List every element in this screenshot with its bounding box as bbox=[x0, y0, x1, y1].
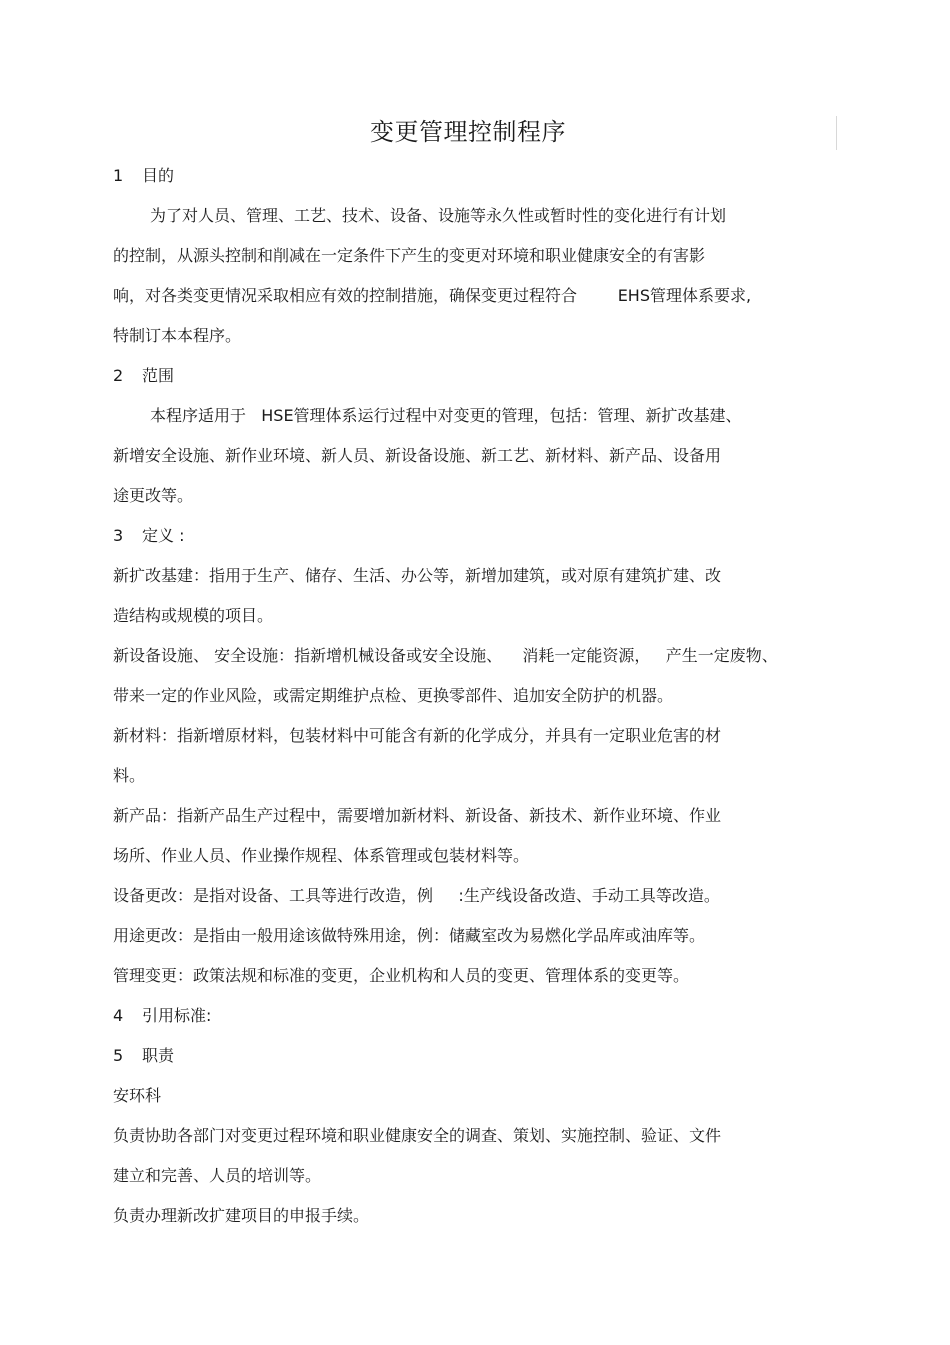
purpose-line: 响，对各类变更情况采取相应有效的控制措施，确保变更过程符合 EHS管理体系要求, bbox=[113, 286, 752, 305]
definition-line: 用途更改：是指由一般用途该做特殊用途，例：储藏室改为易燃化学品库或油库等。 bbox=[113, 926, 706, 945]
definition-line: 造结构或规模的项目。 bbox=[113, 606, 274, 625]
section-number: 4 bbox=[113, 1006, 124, 1025]
responsibility-line: 建立和完善、人员的培训等。 bbox=[113, 1166, 322, 1185]
section-heading-definitions bbox=[113, 524, 184, 548]
definition-line: 新扩改基建：指用于生产、储存、生活、办公等，新增加建筑，或对原有建筑扩建、改 bbox=[113, 566, 722, 585]
department-name: 安环科 bbox=[113, 1086, 162, 1105]
responsibility-line: 负责办理新改扩建项目的申报手续。 bbox=[113, 1206, 370, 1225]
responsibility-line: 负责协助各部门对变更过程环境和职业健康安全的调查、策划、实施控制、验证、文件 bbox=[113, 1126, 722, 1145]
purpose-line: 为了对人员、管理、工艺、技术、设备、设施等永久性或暂时性的变化进行有计划 bbox=[150, 206, 727, 225]
section-heading-purpose bbox=[113, 164, 174, 188]
scope-line: 本程序适用于 HSE管理体系运行过程中对变更的管理，包括：管理、新扩改基建、 bbox=[150, 406, 742, 425]
section-title: 职责 bbox=[142, 1046, 175, 1065]
section-number: 5 bbox=[113, 1046, 124, 1065]
section-title: 引用标准: bbox=[142, 1006, 212, 1025]
definition-line: 新设备设施、 安全设施：指新增机械设备或安全设施、 消耗一定能资源， 产生一定废物、 bbox=[113, 646, 778, 665]
definition-line: 场所、作业人员、作业操作规程、体系管理或包装材料等。 bbox=[113, 846, 530, 865]
definition-line: 新产品：指新产品生产过程中，需要增加新材料、新设备、新技术、新作业环境、作业 bbox=[113, 806, 722, 825]
definition-line: 料。 bbox=[113, 766, 146, 785]
section-title: 目的 bbox=[142, 166, 175, 185]
definition-line: 带来一定的作业风险，或需定期维护点检、更换零部件、追加安全防护的机器。 bbox=[113, 686, 674, 705]
section-heading-scope bbox=[113, 364, 174, 388]
section-number: 1 bbox=[113, 166, 124, 185]
purpose-line: 的控制，从源头控制和削减在一定条件下产生的变更对环境和职业健康安全的有害影 bbox=[113, 246, 706, 265]
page-title: 变更管理控制程序 bbox=[370, 118, 566, 146]
section-title: 范围 bbox=[142, 366, 175, 385]
purpose-line: 特制订本本程序。 bbox=[113, 326, 242, 345]
section-number: 3 bbox=[113, 526, 124, 545]
definition-line: 管理变更：政策法规和标准的变更，企业机构和人员的变更、管理体系的变更等。 bbox=[113, 966, 690, 985]
definition-line: 新材料：指新增原材料，包装材料中可能含有新的化学成分，并具有一定职业危害的材 bbox=[113, 726, 722, 745]
page-edge-mark bbox=[836, 116, 837, 150]
section-heading-references bbox=[113, 1004, 211, 1028]
section-heading-responsibilities bbox=[113, 1044, 174, 1068]
section-number: 2 bbox=[113, 366, 124, 385]
section-title: 定义 : bbox=[142, 526, 185, 545]
scope-line: 新增安全设施、新作业环境、新人员、新设备设施、新工艺、新材料、新产品、设备用 bbox=[113, 446, 722, 465]
scope-line: 途更改等。 bbox=[113, 486, 194, 505]
definition-line: 设备更改：是指对设备、工具等进行改造，例 :生产线设备改造、手动工具等改造。 bbox=[113, 886, 720, 905]
